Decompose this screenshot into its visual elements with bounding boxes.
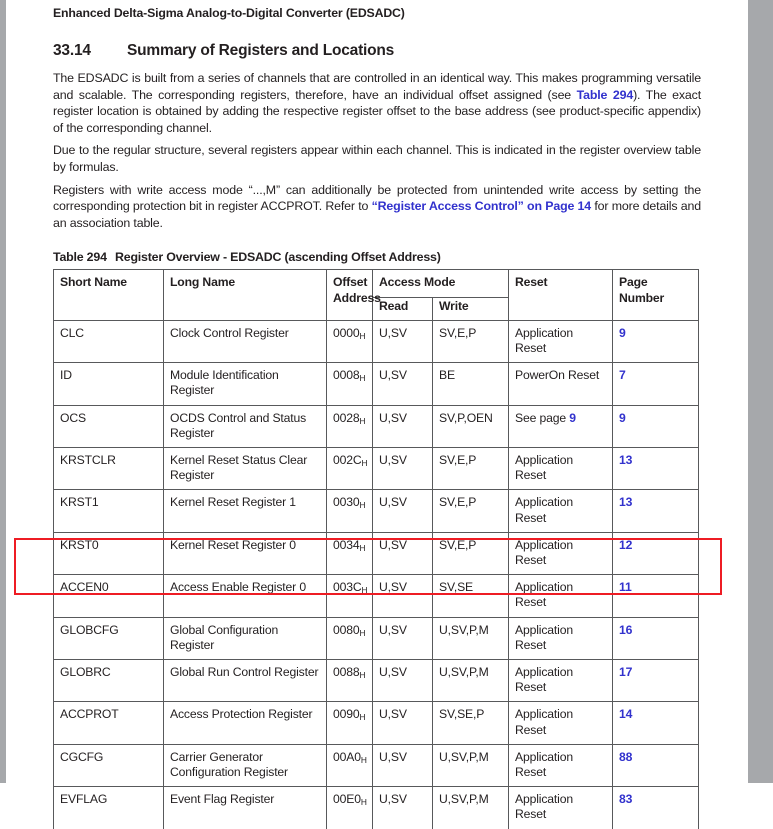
reset-text: PowerOn Reset [515, 368, 600, 383]
reset-page-link[interactable]: 9 [569, 410, 576, 425]
offset-value: 0028 [333, 410, 360, 425]
table-row [54, 447, 699, 489]
cell-short-name: KRSTCLR [54, 447, 164, 489]
cell-offset-address [327, 702, 373, 744]
cell-page-number [613, 405, 699, 447]
cell-read: U,SV [373, 787, 433, 829]
cell-long-name: Global Configuration Register [164, 617, 327, 659]
th-access-mode: Access Mode [373, 270, 509, 297]
cell-reset [509, 490, 613, 532]
cell-read: U,SV [373, 660, 433, 702]
cell-offset-address [327, 532, 373, 574]
offset-subscript: H [361, 457, 368, 468]
offset-subscript: H [359, 542, 366, 553]
table-row [54, 744, 699, 786]
th-offset-address: Offset Address [327, 270, 373, 320]
cell-long-name: Event Flag Register [164, 787, 327, 829]
table-294-link[interactable]: Table 294 [576, 87, 634, 102]
register-access-control-link[interactable]: “Register Access Control” on Page 14 [371, 199, 592, 214]
cell-long-name: Module Identification Register [164, 363, 327, 405]
reset-text: Application Reset [515, 537, 573, 567]
cell-short-name: CGCFG [54, 744, 164, 786]
cell-write: U,SV,P,M [433, 660, 509, 702]
paragraph-1-text-b: ). The exact register location is obtained by adding the respective register offset to the base address (see product-specific appendix) of the corresponding channel. [53, 87, 701, 135]
cell-read: U,SV [373, 405, 433, 447]
table-row [54, 575, 699, 617]
cell-long-name: Kernel Reset Register 0 [164, 532, 327, 574]
table-row [54, 490, 699, 532]
cell-offset-address [327, 660, 373, 702]
page-number-link[interactable]: 9 [619, 410, 626, 425]
cell-page-number [613, 787, 699, 829]
cell-write: SV,SE [433, 575, 509, 617]
cell-long-name: OCDS Control and Status Register [164, 405, 327, 447]
page-number-link[interactable]: 13 [619, 495, 633, 510]
cell-short-name: ACCPROT [54, 702, 164, 744]
cell-write: SV,E,P [433, 490, 509, 532]
section-heading [53, 41, 701, 61]
running-head: Enhanced Delta-Sigma Analog-to-Digital Converter (EDSADC) [53, 6, 405, 20]
cell-offset-address [327, 617, 373, 659]
cell-short-name: GLOBRC [54, 660, 164, 702]
cell-offset-address [327, 490, 373, 532]
cell-reset [509, 575, 613, 617]
cell-short-name: ID [54, 363, 164, 405]
cell-write: U,SV,P,M [433, 744, 509, 786]
cell-read: U,SV [373, 447, 433, 489]
th-short-name: Short Name [54, 270, 164, 320]
table-row [54, 702, 699, 744]
offset-value: 00A0 [333, 749, 361, 764]
cell-write: BE [433, 363, 509, 405]
page-number-link[interactable]: 14 [619, 707, 633, 722]
cell-page-number [613, 660, 699, 702]
table-body [54, 320, 699, 828]
cell-offset-address [327, 320, 373, 362]
offset-subscript: H [361, 585, 368, 596]
cell-write: SV,E,P [433, 320, 509, 362]
cell-page-number [613, 575, 699, 617]
cell-short-name: KRST1 [54, 490, 164, 532]
cell-write: SV,E,P [433, 447, 509, 489]
offset-subscript: H [359, 500, 366, 511]
cell-read: U,SV [373, 490, 433, 532]
cell-long-name: Kernel Reset Status Clear Register [164, 447, 327, 489]
reset-text: Application Reset [515, 495, 573, 525]
cell-page-number [613, 490, 699, 532]
cell-reset [509, 363, 613, 405]
offset-value: 0008 [333, 368, 360, 383]
reset-text: Application Reset [515, 580, 573, 610]
page-number-link[interactable]: 83 [619, 792, 633, 807]
offset-value: 003C [333, 580, 362, 595]
cell-short-name: EVFLAG [54, 787, 164, 829]
paragraph-3-text-a: Registers with write access mode “...,M” can additionally be protected from unintended write access by setting the corresponding protection bit in register ACCPROT. Refer to [53, 182, 701, 214]
cell-page-number [613, 447, 699, 489]
cell-reset [509, 320, 613, 362]
page-number-link[interactable]: 12 [619, 537, 633, 552]
table-row [54, 532, 699, 574]
th-long-name: Long Name [164, 270, 327, 320]
table-row [54, 787, 699, 829]
paragraph-3-text-b: for more details and an association table. [53, 199, 701, 230]
cell-read: U,SV [373, 702, 433, 744]
cell-write: SV,E,P [433, 532, 509, 574]
cell-read: U,SV [373, 617, 433, 659]
cell-read: U,SV [373, 575, 433, 617]
th-write: Write [433, 297, 509, 320]
register-overview-table [53, 269, 699, 828]
cell-page-number [613, 363, 699, 405]
th-page-number: Page Number [613, 270, 699, 320]
paragraph-1 [53, 70, 701, 136]
offset-value: 0034 [333, 537, 360, 552]
cell-write: U,SV,P,M [433, 787, 509, 829]
cell-read: U,SV [373, 320, 433, 362]
page-number-link[interactable]: 11 [619, 580, 632, 595]
section-number: 33.14 [53, 42, 91, 59]
cell-short-name: OCS [54, 405, 164, 447]
cell-read: U,SV [373, 744, 433, 786]
cell-reset [509, 617, 613, 659]
offset-subscript: H [359, 712, 366, 723]
page-number-link[interactable]: 88 [619, 749, 633, 764]
table-caption-number: Table 294 [53, 250, 107, 265]
cell-read: U,SV [373, 363, 433, 405]
table-row [54, 320, 699, 362]
page-number-link[interactable]: 9 [619, 325, 626, 340]
cell-reset [509, 532, 613, 574]
table-caption-text: Register Overview - EDSADC (ascending Offset Address) [115, 250, 441, 265]
offset-value: 0080 [333, 622, 360, 637]
table-row [54, 405, 699, 447]
table-caption [53, 250, 701, 264]
cell-offset-address [327, 363, 373, 405]
offset-value: 0000 [333, 325, 360, 340]
cell-short-name: GLOBCFG [54, 617, 164, 659]
offset-value: 0088 [333, 665, 360, 679]
reset-text: Application Reset [515, 792, 573, 822]
cell-long-name: Access Protection Register [164, 702, 327, 744]
cell-offset-address [327, 447, 373, 489]
cell-offset-address [327, 744, 373, 786]
cell-long-name: Kernel Reset Register 1 [164, 490, 327, 532]
reset-text: Application Reset [515, 749, 573, 780]
reset-text: Application Reset [515, 622, 573, 652]
cell-page-number [613, 617, 699, 659]
table-row [54, 660, 699, 702]
page-number-link[interactable]: 16 [619, 622, 633, 637]
cell-offset-address [327, 405, 373, 447]
offset-subscript: H [359, 373, 366, 384]
offset-value: 002C [333, 452, 362, 467]
reset-text: Application Reset [515, 707, 573, 737]
offset-value: 00E0 [333, 792, 361, 807]
table-row [54, 617, 699, 659]
offset-subscript: H [359, 330, 366, 341]
th-read: Read [373, 297, 433, 320]
cell-offset-address [327, 787, 373, 829]
paragraph-2: Due to the regular structure, several registers appear within each channel. This is indicated in the register overview table by formulas. [53, 143, 701, 174]
th-reset: Reset [509, 270, 613, 320]
page-number-link[interactable]: 13 [619, 452, 633, 467]
table-header [54, 270, 699, 320]
cell-reset [509, 702, 613, 744]
reset-text: Application Reset [515, 325, 573, 355]
cell-reset [509, 787, 613, 829]
reset-text: See page [515, 410, 570, 425]
cell-long-name: Carrier Generator Configuration Register [164, 744, 327, 786]
cell-short-name: KRST0 [54, 532, 164, 574]
cell-page-number [613, 532, 699, 574]
paragraph-1-text-a: The EDSADC is built from a series of channels that are controlled in an identical way. This makes programming versatile and scalable. The corresponding registers, therefore, have an individual offset assigned (see [53, 71, 701, 102]
cell-short-name: ACCEN0 [54, 575, 164, 617]
offset-subscript: H [359, 627, 366, 638]
section-title: Summary of Registers and Locations [127, 42, 395, 59]
cell-long-name: Global Run Control Register [164, 660, 327, 702]
left-scroll-gutter[interactable] [0, 0, 6, 783]
cell-page-number [613, 702, 699, 744]
table-row [54, 363, 699, 405]
offset-subscript: H [360, 754, 367, 765]
offset-subscript: H [359, 670, 366, 680]
cell-reset [509, 447, 613, 489]
cell-write: U,SV,P,M [433, 617, 509, 659]
cell-read: U,SV [373, 532, 433, 574]
document-body [53, 0, 701, 829]
offset-subscript: H [359, 415, 366, 426]
cell-page-number [613, 744, 699, 786]
cell-reset [509, 660, 613, 702]
offset-value: 0030 [333, 495, 360, 510]
cell-long-name: Clock Control Register [164, 320, 327, 362]
page-number-link[interactable]: 7 [619, 368, 626, 383]
cell-write: SV,SE,P [433, 702, 509, 744]
reset-text: Application Reset [515, 452, 573, 483]
offset-value: 0090 [333, 707, 360, 722]
page-number-link[interactable]: 17 [619, 665, 633, 679]
right-scroll-gutter[interactable] [748, 0, 773, 783]
cell-offset-address [327, 575, 373, 617]
cell-reset [509, 405, 613, 447]
cell-write: SV,P,OEN [433, 405, 509, 447]
cell-short-name: CLC [54, 320, 164, 362]
cell-reset [509, 744, 613, 786]
paragraph-3 [53, 182, 701, 232]
reset-text: Application Reset [515, 665, 573, 695]
cell-long-name: Access Enable Register 0 [164, 575, 327, 617]
offset-subscript: H [360, 797, 367, 808]
cell-page-number [613, 320, 699, 362]
